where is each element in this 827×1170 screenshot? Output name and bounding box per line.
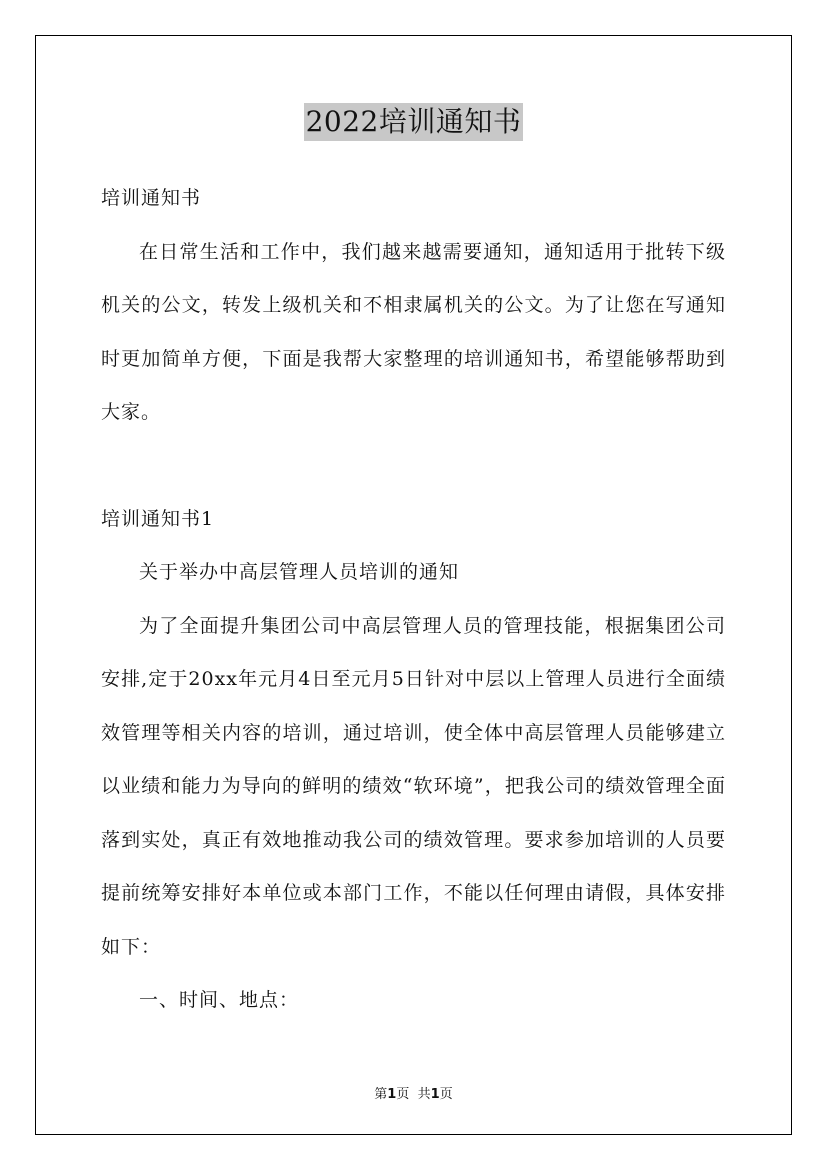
page-footer xyxy=(0,1083,827,1102)
page-number: 1 xyxy=(387,1087,397,1102)
total-pages: 1 xyxy=(430,1087,440,1102)
paragraph-gap xyxy=(101,440,726,493)
document-body xyxy=(101,172,726,1028)
total-suffix: 页 xyxy=(439,1087,453,1102)
subtitle: 培训通知书 xyxy=(101,187,202,209)
list-item-time-location: 一、时间、地点： xyxy=(139,989,300,1011)
section-heading: 培训通知书1 xyxy=(101,507,215,530)
section-body-paragraph: 为了全面提升集团公司中高层管理人员的管理技能，根据集团公司安排,定于20xx年元月4日至元月5日针对中层以上管理人员进行全面绩效管理等相关内容的培训，通过培训，使全体中高层管理人员能够建立以业绩和能力为导向的鲜明的绩效“软环境”，把我公司的绩效管理全面落到实处，真正有效地推动我公司的绩效管理。要求参加培训的人员要提前统筹安排好本单位或本部门工作，不能以任何理由请假，具体安排如下： xyxy=(101,614,726,958)
page-suffix: 页 xyxy=(396,1087,410,1102)
page-prefix: 第 xyxy=(374,1087,388,1102)
intro-paragraph: 在日常生活和工作中，我们越来越需要通知，通知适用于批转下级机关的公文，转发上级机关和不相隶属机关的公文。为了让您在写通知时更加简单方便，下面是我帮大家整理的培训通知书，希望能够帮助到大家。 xyxy=(101,240,726,423)
title-container xyxy=(0,103,827,141)
total-prefix: 共 xyxy=(417,1087,431,1102)
section-title: 关于举办中高层管理人员培训的通知 xyxy=(139,561,460,583)
document-title: 2022培训通知书 xyxy=(304,103,524,141)
